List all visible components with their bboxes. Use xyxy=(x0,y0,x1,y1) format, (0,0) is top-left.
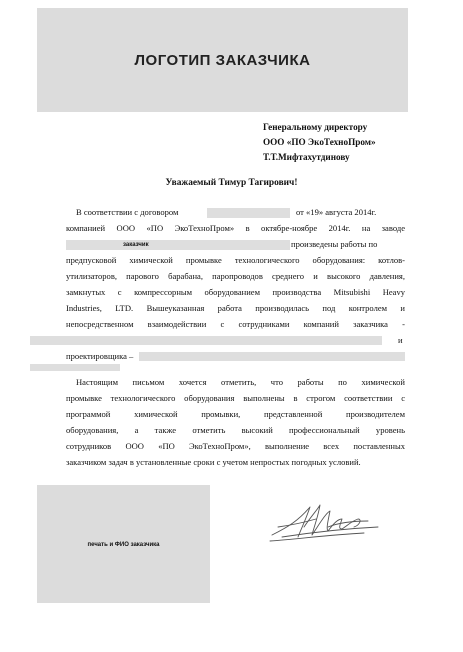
redacted-designer-continuation xyxy=(30,364,120,371)
redacted-customer-name xyxy=(66,240,290,250)
addressee-position: Генеральному директору xyxy=(263,122,368,132)
stamp-placeholder xyxy=(37,485,210,603)
p2-line-6: заказчиком задач в установленные сроки с учетом непростых погодных условий. xyxy=(66,457,361,467)
p2-line-1: Настоящим письмом хочется отметить, что работы по химической xyxy=(76,377,405,387)
logo-text: ЛОГОТИП ЗАКАЗЧИКА xyxy=(134,51,311,69)
p1-line-4: предпусковой химической промывке технологического оборудования: котлов- xyxy=(66,255,405,265)
p2-line-4: оборудования, а также отметить высокий профессиональный уровень xyxy=(66,425,405,435)
addressee-name: Т.Т.Мифтахутдинову xyxy=(263,152,350,162)
p1-line-8: непосредственном взаимодействии с сотрудниками компаний заказчика - xyxy=(66,319,405,329)
redacted-customer-label: заказчик xyxy=(123,242,149,248)
redacted-contract-number xyxy=(207,208,290,218)
redacted-designer-name xyxy=(139,352,405,361)
p1-line-10: проектировщика – xyxy=(66,351,134,361)
p1-line-6: замкнутых с компрессорным оборудованием производства Mitsubishi Heavy xyxy=(66,287,405,297)
p1-line-1-start: В соответствии с договором xyxy=(76,207,179,217)
signature-image xyxy=(268,497,388,545)
addressee-block xyxy=(263,120,376,165)
customer-logo-placeholder xyxy=(37,8,408,112)
p1-line-7: Industries, LTD. Вышеуказанная работа производилась под контролем и xyxy=(66,303,405,313)
p1-line-9-end: и xyxy=(398,335,403,345)
stamp-label: печать и ФИО заказчика xyxy=(87,542,160,548)
greeting: Уважаемый Тимур Тагирович! xyxy=(165,178,298,188)
p2-line-5: сотрудников ООО «ПО ЭкоТехноПром», выполнение всех поставленных xyxy=(66,441,405,451)
p2-line-2: промывке технологического оборудования выполнены в строгом соответствии с xyxy=(66,393,405,403)
p1-line-3-end: произведены работы по xyxy=(291,239,378,249)
p2-line-3: программой химической промывки, представленной производителем xyxy=(66,409,405,419)
p1-line-1-end: от «19» августа 2014г. xyxy=(296,207,377,217)
redacted-customer-companies xyxy=(30,336,382,345)
addressee-company: ООО «ПО ЭкоТехноПром» xyxy=(263,137,376,147)
p1-line-2: компанией ООО «ПО ЭкоТехноПром» в октябре-ноябре 2014г. на заводе xyxy=(66,223,405,233)
p1-line-5: утилизаторов, парового барабана, паропроводов среднего и высокого давления, xyxy=(66,271,405,281)
